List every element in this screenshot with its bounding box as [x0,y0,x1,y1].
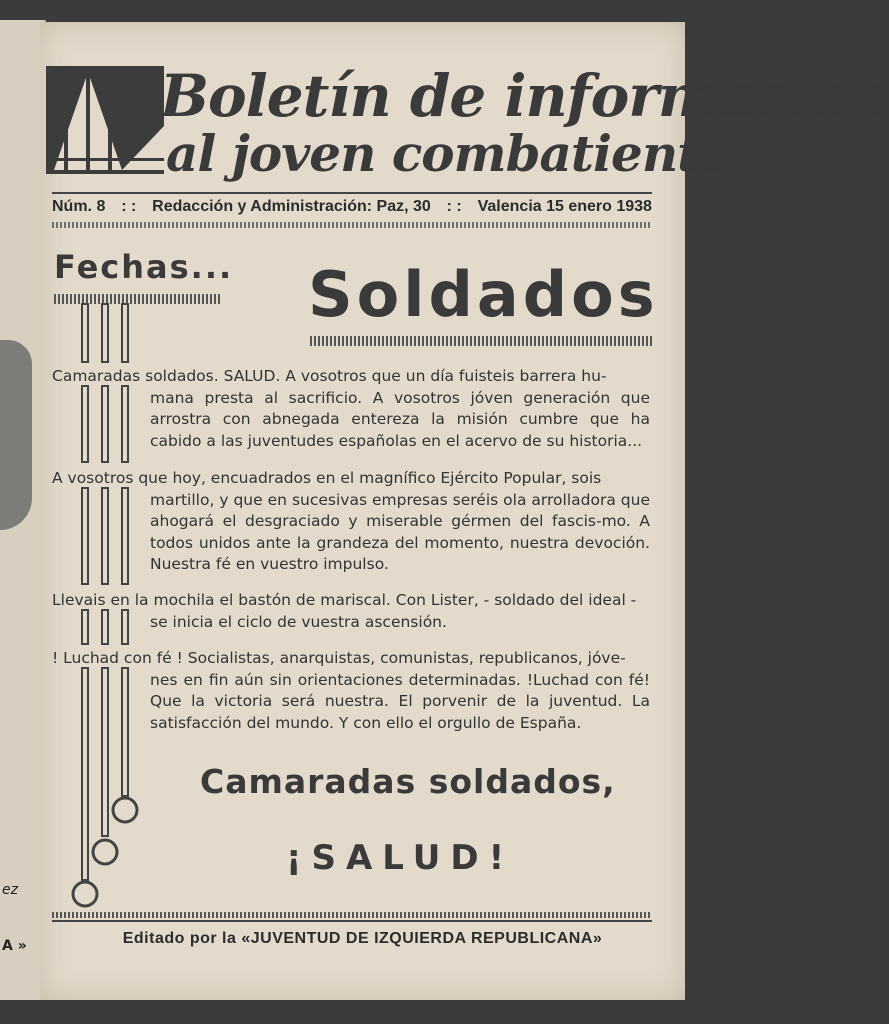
masthead-logo-icon [46,66,164,174]
section-label-underline [54,294,222,304]
masthead-title-line1: Boletín de información [160,62,889,130]
closing-greeting: Camaradas soldados, [200,762,616,801]
header-rule-top [52,192,652,194]
administration-address: Redacción y Administración: Paz, 30 [152,198,431,215]
closing-salute: ¡SALUD! [286,838,515,878]
section-label: Fechas... [54,248,234,286]
previous-page-illustration [0,340,32,530]
previous-page-text-fragment: ez [2,882,18,898]
meta-separator: : : [446,198,462,215]
footer-rule-line [52,920,652,922]
issue-date: Valencia 15 enero 1938 [477,198,652,215]
footer-rule-dotted [52,912,652,918]
paragraph-first-line: ! Luchad con fé ! Socialistas, anarquistas, comunistas, republicanos, jóve- [52,649,626,667]
issue-number: Núm. 8 [52,198,106,215]
paragraph-body: se inicia el ciclo de vuestra ascensión. [150,612,447,631]
headline-underline [310,336,652,346]
publisher-credit: Editado por la «JUVENTUD DE IZQUIERDA REPUBLICANA» [122,930,603,947]
issue-meta-line [52,198,652,216]
paragraph-first-line: A vosotros que hoy, encuadrados en el magnífico Ejército Popular, sois [52,469,602,487]
paragraph-body: martillo, y que en sucesivas empresas seréis ola arrolladora que ahogará el desgraciado y miserable gérmen del fascis-mo. A todos unidos ante la grandeza del momento, nuestra devoción. Nuestra fé en vuestro impulso. [150,490,650,573]
previous-page-text-fragment: A » [2,938,27,954]
paragraph-first-line: Llevais en la mochila el bastón de mariscal. Con Lister, - soldado del ideal - [52,591,637,609]
header-rule-dotted [52,222,652,228]
paragraph-body: mana presta al sacrificio. A vosotros jóven generación que arrostra con abnegada entereza la misión cumbre que ha cabido a las juventudes españolas en el acervo de su historia... [150,388,650,450]
headline: Soldados [308,258,659,331]
masthead-title-line2: al joven combatiente [166,124,731,183]
bulletin-page [40,22,889,1000]
paragraph-body: nes en fin aún sin orientaciones determinadas. !Luchad con fé! Que la victoria será nuestra. El porvenir de la juventud. La satisfacción del mundo. Y con ello el orgullo de España. [150,670,650,732]
meta-separator: : : [121,198,137,215]
paragraph-first-line: Camaradas soldados. SALUD. A vosotros que un día fuisteis barrera hu- [52,367,607,385]
